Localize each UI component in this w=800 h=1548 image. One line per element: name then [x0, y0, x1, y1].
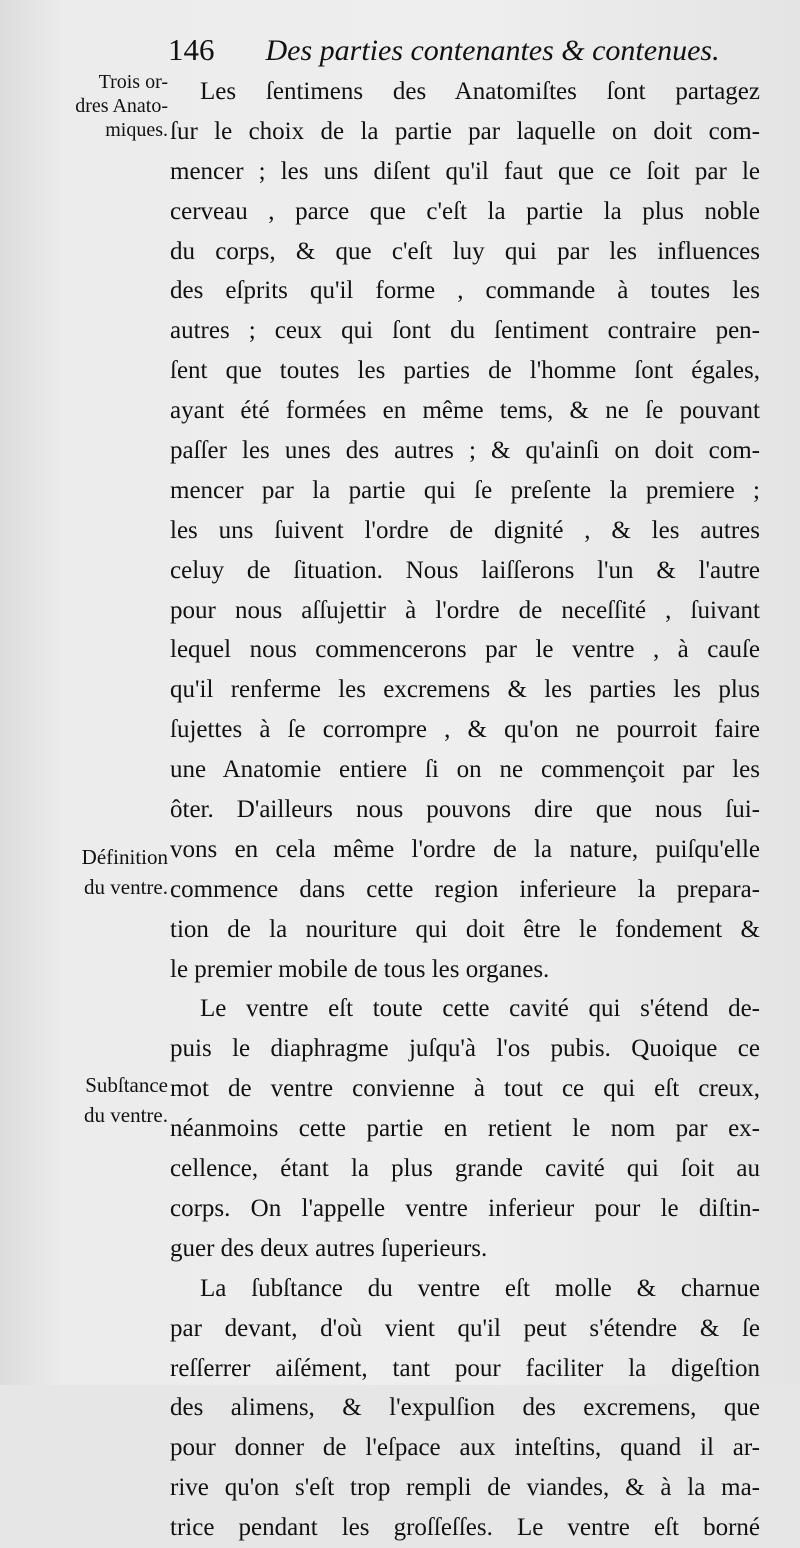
margin-note-substance: [50, 1070, 168, 1130]
text-line: tion de la nouriture qui doit être le fondement &: [170, 915, 760, 943]
text-line: mencer ; les uns diſent qu'il faut que ce ſoit par le: [170, 157, 760, 185]
text-line: Les ſentimens des Anatomiſtes ſont partagez: [200, 78, 760, 105]
margin-note-line: miques.: [105, 119, 168, 141]
text-line: Le ventre eſt toute cette cavité qui s'étend de-: [200, 995, 760, 1023]
margin-note-line: Subſtance: [85, 1073, 168, 1097]
text-line: La ſubſtance du ventre eſt molle & charnue: [200, 1274, 760, 1302]
text-line: rive qu'on s'eſt trop rempli de viandes, & à la ma-: [170, 1474, 760, 1502]
page-header: [168, 30, 768, 70]
text-line: puis le diaphragme juſqu'à l'os pubis. Quoique ce: [170, 1035, 760, 1063]
text-line: pour nous aſſujettir à l'ordre de neceſſité , ſuivant: [170, 596, 760, 624]
text-line: pour donner de l'eſpace aux inteſtins, quand il ar-: [170, 1434, 760, 1462]
text-line: des eſprits qu'il forme , commande à toutes les: [170, 277, 760, 305]
margin-note-line: dres Anato-: [75, 95, 168, 117]
page-number: 146: [168, 32, 215, 67]
text-line: cellence, étant la plus grande cavité qui ſoit au: [170, 1155, 760, 1183]
text-line: cerveau , parce que c'eſt la partie la plus noble: [170, 197, 760, 225]
text-line: guer des deux autres ſuperieurs.: [170, 1234, 488, 1262]
text-line: les uns ſuivent l'ordre de dignité , & les autres: [170, 516, 760, 544]
margin-note-anatomical-orders: [50, 70, 168, 142]
text-line: mot de ventre convienne à tout ce qui eſt creux,: [170, 1075, 760, 1103]
text-line: ſur le choix de la partie par laquelle on doit com-: [170, 117, 760, 145]
text-line: vons en cela même l'ordre de la nature, puiſqu'elle: [170, 835, 760, 863]
text-line: commence dans cette region inferieure la prepara-: [170, 875, 760, 903]
text-line: du corps, & que c'eſt luy qui par les influences: [170, 237, 760, 265]
text-line: une Anatomie entiere ſi on ne commençoit par les: [170, 756, 760, 784]
margin-note-definition: [50, 842, 168, 902]
text-line: par devant, d'où vient qu'il peut s'étendre & ſe: [170, 1314, 760, 1342]
body-text: [170, 72, 760, 1548]
running-title: Des parties contenantes & contenues.: [265, 34, 720, 67]
text-line: ſujettes à ſe corrompre , & qu'on ne pourroit faire: [170, 716, 760, 744]
text-line: des alimens, & l'expulſion des excremens, que: [170, 1394, 760, 1422]
margin-note-line: du ventre.: [84, 1103, 168, 1127]
text-line: ôter. D'ailleurs nous pouvons dire que nous ſui-: [170, 796, 760, 824]
text-line: le premier mobile de tous les organes.: [170, 955, 550, 983]
text-line: néanmoins cette partie en retient le nom par ex-: [170, 1115, 760, 1143]
margin-note-line: Définition: [81, 845, 168, 869]
text-line: autres ; ceux qui ſont du ſentiment contraire pen-: [170, 317, 760, 345]
text-line: paſſer les unes des autres ; & qu'ainſi on doit com-: [170, 437, 760, 465]
text-line: ſent que toutes les parties de l'homme ſont égales,: [170, 357, 760, 385]
margin-note-line: du ventre.: [84, 875, 168, 899]
text-line: lequel nous commencerons par le ventre , à cauſe: [170, 636, 760, 664]
text-line: qu'il renferme les excremens & les parties les plus: [170, 676, 760, 704]
text-line: corps. On l'appelle ventre inferieur pour le diſtin-: [170, 1194, 760, 1222]
text-line: mencer par la partie qui ſe preſente la premiere ;: [170, 476, 760, 504]
text-line: trice pendant les groſſeſſes. Le ventre eſt borné: [170, 1514, 760, 1542]
text-line: celuy de ſituation. Nous laiſſerons l'un & l'autre: [170, 556, 760, 584]
text-line: reſſerrer aiſément, tant pour faciliter la digeſtion: [170, 1354, 760, 1382]
text-line: ayant été formées en même tems, & ne ſe pouvant: [170, 397, 760, 425]
margin-note-line: Trois or-: [98, 71, 168, 93]
